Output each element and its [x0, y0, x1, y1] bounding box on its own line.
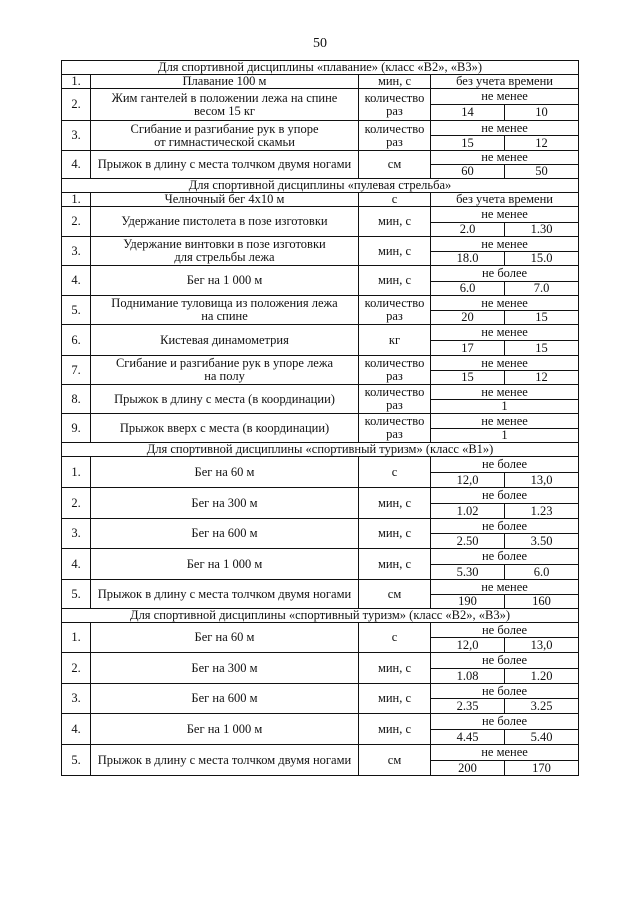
condition-label: не менее	[431, 207, 579, 223]
standard-value-second: 1.23	[505, 504, 579, 519]
unit-line: раз	[386, 369, 403, 383]
exercise-name: Удержание пистолета в позе изготовки	[91, 207, 359, 237]
exercise-name-line: весом 15 кг	[193, 103, 256, 118]
exercise-number: 1.	[62, 623, 91, 653]
condition-label: не более	[431, 519, 579, 534]
exercise-name: Прыжок в длину с места толчком двумя ногами	[91, 745, 359, 776]
exercise-row	[62, 151, 579, 165]
standard-value-second: 3.50	[505, 534, 579, 549]
exercise-name: Бег на 600 м	[91, 684, 359, 714]
standard-value-second: 3.25	[505, 699, 579, 714]
exercise-name: Кистевая динамометрия	[91, 325, 359, 356]
standard-value: без учета времени	[431, 193, 579, 207]
standard-value-first: 12,0	[431, 638, 505, 653]
exercise-name	[91, 121, 359, 151]
exercise-row	[62, 207, 579, 223]
exercise-name-line: от гимнастической скамьи	[154, 134, 295, 149]
standard-value-first: 60	[431, 165, 505, 179]
exercise-name-line: для стрельбы лежа	[174, 250, 275, 264]
exercise-name: Бег на 60 м	[91, 457, 359, 488]
standard-value-first: 2.0	[431, 223, 505, 237]
exercise-name: Челночный бег 4х10 м	[91, 193, 359, 207]
exercise-name: Бег на 1 000 м	[91, 714, 359, 745]
unit-line: количество	[364, 90, 425, 105]
standard-value-first: 4.45	[431, 730, 505, 745]
condition-label: не менее	[431, 745, 579, 761]
unit-of-measure: с	[359, 623, 431, 653]
standard-value-second: 12	[505, 371, 579, 385]
exercise-name	[91, 296, 359, 325]
unit-of-measure	[359, 121, 431, 151]
standard-value-second: 50	[505, 165, 579, 179]
exercise-name: Бег на 1 000 м	[91, 549, 359, 580]
standard-value-first: 15	[431, 136, 505, 151]
standard-value-first: 200	[431, 761, 505, 776]
standard-value-first: 1.02	[431, 504, 505, 519]
exercise-row	[62, 356, 579, 371]
condition-label: не более	[431, 623, 579, 638]
condition-label: не менее	[431, 151, 579, 165]
exercise-number: 4.	[62, 549, 91, 580]
unit-of-measure: см	[359, 580, 431, 609]
standard-value: 1	[431, 429, 579, 443]
standard-value-second: 13,0	[505, 638, 579, 653]
unit-of-measure: кг	[359, 325, 431, 356]
standard-value-first: 12,0	[431, 473, 505, 488]
section-header-row	[62, 443, 579, 457]
exercise-number: 2.	[62, 653, 91, 684]
exercise-number: 8.	[62, 385, 91, 414]
unit-of-measure: мин, с	[359, 75, 431, 89]
exercise-row	[62, 457, 579, 473]
exercise-row	[62, 745, 579, 761]
unit-of-measure: мин, с	[359, 266, 431, 296]
unit-line: количество	[364, 414, 425, 428]
unit-line: количество	[364, 296, 425, 310]
condition-label: не менее	[431, 356, 579, 371]
condition-label: не менее	[431, 237, 579, 252]
standard-value-second: 6.0	[505, 565, 579, 580]
exercise-row	[62, 237, 579, 252]
unit-of-measure: мин, с	[359, 653, 431, 684]
exercise-row	[62, 684, 579, 699]
condition-label: не менее	[431, 580, 579, 595]
condition-label: не менее	[431, 296, 579, 311]
standard-value-second: 5.40	[505, 730, 579, 745]
exercise-row	[62, 121, 579, 136]
condition-label: не менее	[431, 385, 579, 400]
unit-of-measure: с	[359, 457, 431, 488]
section-header-row	[62, 61, 579, 75]
exercise-number: 3.	[62, 121, 91, 151]
standard-value-second: 10	[505, 105, 579, 121]
exercise-number: 2.	[62, 89, 91, 121]
exercise-number: 2.	[62, 207, 91, 237]
standard-value-first: 14	[431, 105, 505, 121]
exercise-number: 1.	[62, 75, 91, 89]
unit-line: количество	[364, 385, 425, 399]
standard-value-first: 5.30	[431, 565, 505, 580]
standard-value-first: 20	[431, 311, 505, 325]
section-header-row	[62, 179, 579, 193]
unit-of-measure	[359, 385, 431, 414]
unit-of-measure	[359, 296, 431, 325]
unit-of-measure: мин, с	[359, 519, 431, 549]
exercise-row	[62, 296, 579, 311]
condition-label: не более	[431, 266, 579, 282]
standard-value-second: 15	[505, 311, 579, 325]
condition-label: не менее	[431, 89, 579, 105]
exercise-number: 4.	[62, 714, 91, 745]
unit-of-measure	[359, 356, 431, 385]
page-number: 50	[313, 36, 327, 51]
exercise-name-line: Удержание винтовки в позе изготовки	[123, 237, 326, 251]
exercise-number: 2.	[62, 488, 91, 519]
exercise-row	[62, 266, 579, 282]
exercise-name: Бег на 60 м	[91, 623, 359, 653]
exercise-name-line: Жим гантелей в положении лежа на спине	[111, 90, 338, 105]
exercise-row	[62, 653, 579, 669]
standard-value-first: 6.0	[431, 282, 505, 296]
exercise-row	[62, 193, 579, 207]
exercise-number: 3.	[62, 519, 91, 549]
exercise-name-line: на полу	[204, 369, 245, 383]
exercise-number: 4.	[62, 151, 91, 179]
condition-label: не более	[431, 714, 579, 730]
standard-value-first: 190	[431, 595, 505, 609]
exercise-row	[62, 325, 579, 341]
condition-label: не менее	[431, 121, 579, 136]
unit-line: раз	[386, 427, 403, 441]
exercise-name: Плавание 100 м	[91, 75, 359, 89]
norms-table	[61, 60, 579, 776]
unit-line: раз	[386, 398, 403, 412]
exercise-number: 5.	[62, 745, 91, 776]
exercise-name: Прыжок в длину с места толчком двумя ногами	[91, 151, 359, 179]
exercise-number: 1.	[62, 193, 91, 207]
exercise-row	[62, 519, 579, 534]
exercise-name: Прыжок вверх с места (в координации)	[91, 414, 359, 443]
standard-value-first: 2.35	[431, 699, 505, 714]
unit-of-measure: см	[359, 745, 431, 776]
exercise-number: 5.	[62, 580, 91, 609]
exercise-row	[62, 89, 579, 105]
standard-value-second: 13,0	[505, 473, 579, 488]
exercise-name-line: на спине	[201, 309, 248, 323]
exercise-name: Прыжок в длину с места толчком двумя ногами	[91, 580, 359, 609]
standard-value: 1	[431, 400, 579, 414]
exercise-number: 5.	[62, 296, 91, 325]
exercise-name-line: Сгибание и разгибание рук в упоре	[130, 121, 319, 136]
section-title: Для спортивной дисциплины «плавание» (класс «В2», «В3»)	[62, 61, 579, 75]
exercise-row	[62, 714, 579, 730]
exercise-number: 3.	[62, 684, 91, 714]
unit-of-measure: с	[359, 193, 431, 207]
unit-line: раз	[386, 309, 403, 323]
exercise-name	[91, 356, 359, 385]
exercise-name-line: Сгибание и разгибание рук в упоре лежа	[115, 356, 334, 370]
exercise-name-line: Поднимание туловища из положения лежа	[111, 296, 338, 310]
condition-label: не более	[431, 653, 579, 669]
standard-value-second: 15.0	[505, 252, 579, 266]
standard-value-first: 18.0	[431, 252, 505, 266]
unit-of-measure: мин, с	[359, 237, 431, 266]
exercise-number: 1.	[62, 457, 91, 488]
standard-value-second: 7.0	[505, 282, 579, 296]
exercise-number: 9.	[62, 414, 91, 443]
standard-value-first: 17	[431, 341, 505, 356]
unit-line: раз	[386, 134, 403, 149]
exercise-row	[62, 623, 579, 638]
standard-value-second: 160	[505, 595, 579, 609]
exercise-number: 3.	[62, 237, 91, 266]
exercise-row	[62, 385, 579, 400]
unit-of-measure: мин, с	[359, 714, 431, 745]
unit-of-measure: мин, с	[359, 207, 431, 237]
standard-value-second: 170	[505, 761, 579, 776]
exercise-number: 4.	[62, 266, 91, 296]
section-title: Для спортивной дисциплины «пулевая стрельба»	[62, 179, 579, 193]
exercise-row	[62, 488, 579, 504]
condition-label: не более	[431, 457, 579, 473]
unit-of-measure: см	[359, 151, 431, 179]
exercise-name: Бег на 300 м	[91, 653, 359, 684]
standard-value: без учета времени	[431, 75, 579, 89]
section-title: Для спортивной дисциплины «спортивный туризм» (класс «В1»)	[62, 443, 579, 457]
exercise-name: Бег на 1 000 м	[91, 266, 359, 296]
standard-value-first: 15	[431, 371, 505, 385]
exercise-number: 7.	[62, 356, 91, 385]
condition-label: не более	[431, 488, 579, 504]
condition-label: не более	[431, 684, 579, 699]
exercise-row	[62, 75, 579, 89]
condition-label: не более	[431, 549, 579, 565]
exercise-number: 6.	[62, 325, 91, 356]
exercise-name: Бег на 600 м	[91, 519, 359, 549]
unit-line: раз	[386, 103, 403, 118]
standard-value-first: 2.50	[431, 534, 505, 549]
standard-value-second: 1.30	[505, 223, 579, 237]
unit-line: количество	[364, 356, 425, 370]
unit-of-measure: мин, с	[359, 488, 431, 519]
exercise-name: Бег на 300 м	[91, 488, 359, 519]
standard-value-second: 15	[505, 341, 579, 356]
exercise-row	[62, 580, 579, 595]
exercise-row	[62, 414, 579, 429]
exercise-name	[91, 89, 359, 121]
exercise-row	[62, 549, 579, 565]
exercise-name	[91, 237, 359, 266]
standard-value-second: 1.20	[505, 669, 579, 684]
unit-of-measure	[359, 89, 431, 121]
unit-of-measure: мин, с	[359, 549, 431, 580]
exercise-name: Прыжок в длину с места (в координации)	[91, 385, 359, 414]
norms-table-body	[62, 61, 579, 776]
unit-of-measure: мин, с	[359, 684, 431, 714]
section-header-row	[62, 609, 579, 623]
standard-value-first: 1.08	[431, 669, 505, 684]
unit-line: количество	[364, 121, 425, 136]
section-title: Для спортивной дисциплины «спортивный туризм» (класс «В2», «В3»)	[62, 609, 579, 623]
condition-label: не менее	[431, 414, 579, 429]
unit-of-measure	[359, 414, 431, 443]
condition-label: не менее	[431, 325, 579, 341]
standard-value-second: 12	[505, 136, 579, 151]
